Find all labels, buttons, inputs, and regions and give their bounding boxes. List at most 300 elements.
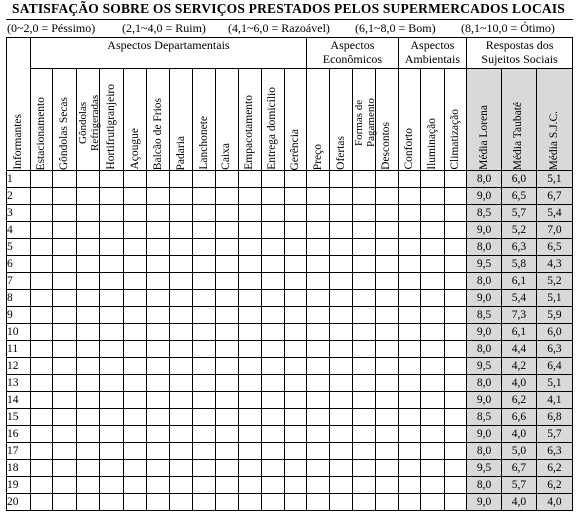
media-taubate-cell: 4,4 bbox=[502, 341, 537, 358]
media-taubate-cell: 4,0 bbox=[502, 375, 537, 392]
empty-cell bbox=[307, 426, 330, 443]
empty-cell bbox=[307, 256, 330, 273]
empty-cell bbox=[307, 409, 330, 426]
empty-cell bbox=[238, 256, 262, 273]
empty-cell bbox=[262, 188, 285, 205]
empty-cell bbox=[238, 443, 262, 460]
empty-cell bbox=[147, 341, 170, 358]
empty-cell bbox=[238, 426, 262, 443]
empty-cell bbox=[169, 341, 193, 358]
empty-cell bbox=[307, 460, 330, 477]
empty-cell bbox=[398, 358, 421, 375]
empty-cell bbox=[53, 307, 77, 324]
empty-cell bbox=[398, 426, 421, 443]
empty-cell bbox=[444, 188, 467, 205]
empty-cell bbox=[30, 392, 53, 409]
table-row bbox=[7, 222, 573, 239]
col-formas-pagamento: Formas de Pagamento bbox=[353, 69, 376, 171]
empty-cell bbox=[375, 222, 398, 239]
empty-cell bbox=[123, 409, 147, 426]
informante-number: 10 bbox=[7, 324, 31, 341]
empty-cell bbox=[307, 307, 330, 324]
empty-cell bbox=[100, 477, 124, 494]
empty-cell bbox=[53, 171, 77, 188]
empty-cell bbox=[123, 239, 147, 256]
table-row bbox=[7, 273, 573, 290]
empty-cell bbox=[375, 443, 398, 460]
empty-cell bbox=[284, 307, 307, 324]
media-taubate-cell: 6,2 bbox=[502, 392, 537, 409]
empty-cell bbox=[169, 273, 193, 290]
empty-cell bbox=[193, 443, 216, 460]
empty-cell bbox=[238, 290, 262, 307]
empty-cell bbox=[421, 409, 445, 426]
informante-number: 5 bbox=[7, 239, 31, 256]
col-empacotamento: Empacotamento bbox=[238, 69, 262, 171]
media-lorena-cell: 8,5 bbox=[467, 307, 502, 324]
empty-cell bbox=[193, 307, 216, 324]
empty-cell bbox=[284, 341, 307, 358]
empty-cell bbox=[53, 239, 77, 256]
empty-cell bbox=[329, 460, 353, 477]
empty-cell bbox=[30, 375, 53, 392]
empty-cell bbox=[307, 273, 330, 290]
empty-cell bbox=[53, 290, 77, 307]
col-ofertas: Ofertas bbox=[329, 69, 353, 171]
empty-cell bbox=[53, 375, 77, 392]
empty-cell bbox=[216, 205, 239, 222]
empty-cell bbox=[353, 460, 376, 477]
empty-cell bbox=[284, 392, 307, 409]
group-respostas: Respostas dos Sujeitos Sociais bbox=[467, 38, 573, 69]
empty-cell bbox=[284, 494, 307, 511]
col-caixa: Caixa bbox=[216, 69, 239, 171]
empty-cell bbox=[30, 341, 53, 358]
empty-cell bbox=[193, 239, 216, 256]
empty-cell bbox=[30, 256, 53, 273]
empty-cell bbox=[329, 273, 353, 290]
empty-cell bbox=[147, 494, 170, 511]
scale-pessimo: (0~2,0 = Péssimo) bbox=[7, 21, 96, 35]
empty-cell bbox=[123, 392, 147, 409]
informante-number: 8 bbox=[7, 290, 31, 307]
media-sjc-cell: 4,0 bbox=[536, 494, 572, 511]
empty-cell bbox=[421, 324, 445, 341]
empty-cell bbox=[329, 392, 353, 409]
media-lorena-cell: 8,0 bbox=[467, 341, 502, 358]
empty-cell bbox=[76, 239, 100, 256]
empty-cell bbox=[193, 494, 216, 511]
empty-cell bbox=[398, 256, 421, 273]
table-row bbox=[7, 426, 573, 443]
empty-cell bbox=[216, 392, 239, 409]
media-sjc-cell: 6,4 bbox=[536, 358, 572, 375]
empty-cell bbox=[147, 426, 170, 443]
empty-cell bbox=[53, 409, 77, 426]
empty-cell bbox=[76, 341, 100, 358]
empty-cell bbox=[216, 324, 239, 341]
empty-cell bbox=[421, 188, 445, 205]
empty-cell bbox=[193, 477, 216, 494]
informante-number: 9 bbox=[7, 307, 31, 324]
empty-cell bbox=[262, 409, 285, 426]
empty-cell bbox=[193, 205, 216, 222]
table-row bbox=[7, 205, 573, 222]
empty-cell bbox=[421, 222, 445, 239]
empty-cell bbox=[262, 375, 285, 392]
empty-cell bbox=[375, 392, 398, 409]
empty-cell bbox=[30, 358, 53, 375]
empty-cell bbox=[147, 290, 170, 307]
empty-cell bbox=[375, 188, 398, 205]
empty-cell bbox=[375, 205, 398, 222]
empty-cell bbox=[53, 222, 77, 239]
media-lorena-cell: 8,0 bbox=[467, 477, 502, 494]
informante-number: 1 bbox=[7, 171, 31, 188]
empty-cell bbox=[169, 205, 193, 222]
empty-cell bbox=[216, 188, 239, 205]
scale-otimo: (8,1~10,0 = Ótimo) bbox=[461, 21, 555, 35]
informante-number: 15 bbox=[7, 409, 31, 426]
media-lorena-cell: 9,5 bbox=[467, 256, 502, 273]
empty-cell bbox=[216, 171, 239, 188]
empty-cell bbox=[216, 256, 239, 273]
empty-cell bbox=[147, 392, 170, 409]
media-lorena-cell: 9,0 bbox=[467, 494, 502, 511]
empty-cell bbox=[353, 392, 376, 409]
empty-cell bbox=[353, 358, 376, 375]
empty-cell bbox=[307, 239, 330, 256]
empty-cell bbox=[307, 171, 330, 188]
empty-cell bbox=[100, 375, 124, 392]
empty-cell bbox=[421, 171, 445, 188]
empty-cell bbox=[100, 188, 124, 205]
empty-cell bbox=[398, 409, 421, 426]
empty-cell bbox=[123, 426, 147, 443]
empty-cell bbox=[30, 290, 53, 307]
empty-cell bbox=[353, 409, 376, 426]
empty-cell bbox=[100, 239, 124, 256]
media-taubate-cell: 5,7 bbox=[502, 205, 537, 222]
empty-cell bbox=[216, 239, 239, 256]
table-row bbox=[7, 477, 573, 494]
col-lanchonete: Lanchonete bbox=[193, 69, 216, 171]
empty-cell bbox=[329, 222, 353, 239]
empty-cell bbox=[444, 341, 467, 358]
empty-cell bbox=[262, 307, 285, 324]
col-gondolas-refrigeradas: Gôndolas Refrigeradas bbox=[76, 69, 100, 171]
empty-cell bbox=[398, 307, 421, 324]
empty-cell bbox=[375, 460, 398, 477]
empty-cell bbox=[169, 375, 193, 392]
empty-cell bbox=[216, 477, 239, 494]
empty-cell bbox=[193, 222, 216, 239]
satisfaction-table bbox=[6, 37, 573, 511]
empty-cell bbox=[353, 205, 376, 222]
empty-cell bbox=[375, 426, 398, 443]
empty-cell bbox=[262, 443, 285, 460]
empty-cell bbox=[123, 188, 147, 205]
media-lorena-cell: 9,0 bbox=[467, 188, 502, 205]
empty-cell bbox=[238, 307, 262, 324]
informante-number: 16 bbox=[7, 426, 31, 443]
empty-cell bbox=[193, 341, 216, 358]
empty-cell bbox=[353, 307, 376, 324]
media-taubate-cell: 5,4 bbox=[502, 290, 537, 307]
empty-cell bbox=[375, 273, 398, 290]
table-row bbox=[7, 171, 573, 188]
empty-cell bbox=[100, 341, 124, 358]
empty-cell bbox=[421, 273, 445, 290]
empty-cell bbox=[123, 375, 147, 392]
empty-cell bbox=[307, 392, 330, 409]
empty-cell bbox=[193, 375, 216, 392]
media-taubate-cell: 6,7 bbox=[502, 460, 537, 477]
media-lorena-cell: 8,0 bbox=[467, 171, 502, 188]
informante-number: 12 bbox=[7, 358, 31, 375]
empty-cell bbox=[76, 290, 100, 307]
empty-cell bbox=[284, 460, 307, 477]
empty-cell bbox=[353, 477, 376, 494]
empty-cell bbox=[238, 477, 262, 494]
empty-cell bbox=[169, 426, 193, 443]
media-sjc-cell: 6,0 bbox=[536, 324, 572, 341]
empty-cell bbox=[76, 256, 100, 273]
media-sjc-cell: 4,3 bbox=[536, 256, 572, 273]
informante-number: 20 bbox=[7, 494, 31, 511]
empty-cell bbox=[123, 256, 147, 273]
empty-cell bbox=[147, 256, 170, 273]
table-row bbox=[7, 256, 573, 273]
table-row bbox=[7, 443, 573, 460]
empty-cell bbox=[375, 171, 398, 188]
empty-cell bbox=[398, 460, 421, 477]
media-sjc-cell: 6,3 bbox=[536, 341, 572, 358]
empty-cell bbox=[30, 324, 53, 341]
empty-cell bbox=[284, 477, 307, 494]
media-taubate-cell: 6,6 bbox=[502, 409, 537, 426]
empty-cell bbox=[53, 324, 77, 341]
empty-cell bbox=[353, 171, 376, 188]
empty-cell bbox=[169, 307, 193, 324]
empty-cell bbox=[353, 256, 376, 273]
empty-cell bbox=[123, 222, 147, 239]
empty-cell bbox=[76, 392, 100, 409]
empty-cell bbox=[53, 460, 77, 477]
media-sjc-cell: 6,5 bbox=[536, 239, 572, 256]
media-sjc-cell: 5,4 bbox=[536, 205, 572, 222]
media-taubate-cell: 5,7 bbox=[502, 477, 537, 494]
empty-cell bbox=[100, 426, 124, 443]
empty-cell bbox=[216, 358, 239, 375]
media-taubate-cell: 4,0 bbox=[502, 426, 537, 443]
empty-cell bbox=[421, 443, 445, 460]
empty-cell bbox=[375, 375, 398, 392]
empty-cell bbox=[329, 171, 353, 188]
empty-cell bbox=[169, 222, 193, 239]
empty-cell bbox=[123, 307, 147, 324]
empty-cell bbox=[262, 358, 285, 375]
empty-cell bbox=[353, 239, 376, 256]
media-lorena-cell: 9,0 bbox=[467, 222, 502, 239]
empty-cell bbox=[123, 494, 147, 511]
empty-cell bbox=[284, 205, 307, 222]
empty-cell bbox=[147, 409, 170, 426]
table-row bbox=[7, 460, 573, 477]
empty-cell bbox=[307, 324, 330, 341]
empty-cell bbox=[100, 307, 124, 324]
col-hortifrutigranjeiro: Hortifrutigranjeiro bbox=[100, 69, 124, 171]
empty-cell bbox=[169, 324, 193, 341]
informante-number: 19 bbox=[7, 477, 31, 494]
empty-cell bbox=[53, 494, 77, 511]
empty-cell bbox=[216, 290, 239, 307]
media-lorena-cell: 9,0 bbox=[467, 426, 502, 443]
column-header-row bbox=[7, 69, 573, 171]
media-taubate-cell: 6,3 bbox=[502, 239, 537, 256]
empty-cell bbox=[216, 460, 239, 477]
empty-cell bbox=[262, 273, 285, 290]
empty-cell bbox=[100, 256, 124, 273]
media-sjc-cell: 5,1 bbox=[536, 171, 572, 188]
media-lorena-cell: 9,5 bbox=[467, 358, 502, 375]
empty-cell bbox=[147, 222, 170, 239]
empty-cell bbox=[53, 256, 77, 273]
media-taubate-cell: 6,1 bbox=[502, 324, 537, 341]
empty-cell bbox=[100, 273, 124, 290]
empty-cell bbox=[375, 307, 398, 324]
empty-cell bbox=[76, 205, 100, 222]
table-row bbox=[7, 188, 573, 205]
empty-cell bbox=[147, 477, 170, 494]
empty-cell bbox=[353, 426, 376, 443]
media-taubate-cell: 5,0 bbox=[502, 443, 537, 460]
col-informantes: Informantes bbox=[7, 38, 31, 171]
empty-cell bbox=[307, 477, 330, 494]
empty-cell bbox=[100, 494, 124, 511]
empty-cell bbox=[169, 188, 193, 205]
media-lorena-cell: 9,0 bbox=[467, 324, 502, 341]
empty-cell bbox=[262, 222, 285, 239]
empty-cell bbox=[169, 443, 193, 460]
empty-cell bbox=[193, 409, 216, 426]
empty-cell bbox=[329, 409, 353, 426]
empty-cell bbox=[53, 273, 77, 290]
informante-number: 2 bbox=[7, 188, 31, 205]
empty-cell bbox=[329, 205, 353, 222]
media-lorena-cell: 8,0 bbox=[467, 375, 502, 392]
scale-bom: (6,1~8,0 = Bom) bbox=[355, 21, 436, 35]
empty-cell bbox=[444, 443, 467, 460]
empty-cell bbox=[375, 477, 398, 494]
empty-cell bbox=[193, 171, 216, 188]
empty-cell bbox=[147, 205, 170, 222]
empty-cell bbox=[284, 443, 307, 460]
col-media-lorena: Média Lorena bbox=[467, 69, 502, 171]
empty-cell bbox=[76, 426, 100, 443]
empty-cell bbox=[398, 375, 421, 392]
empty-cell bbox=[238, 358, 262, 375]
media-taubate-cell: 4,0 bbox=[502, 494, 537, 511]
empty-cell bbox=[262, 324, 285, 341]
empty-cell bbox=[421, 392, 445, 409]
empty-cell bbox=[30, 205, 53, 222]
empty-cell bbox=[284, 290, 307, 307]
empty-cell bbox=[353, 188, 376, 205]
table-row bbox=[7, 307, 573, 324]
empty-cell bbox=[421, 494, 445, 511]
empty-cell bbox=[193, 273, 216, 290]
empty-cell bbox=[193, 324, 216, 341]
empty-cell bbox=[421, 375, 445, 392]
media-lorena-cell: 8,0 bbox=[467, 443, 502, 460]
empty-cell bbox=[216, 273, 239, 290]
col-media-sjc: Média S.J.C. bbox=[536, 69, 572, 171]
empty-cell bbox=[123, 324, 147, 341]
empty-cell bbox=[421, 307, 445, 324]
empty-cell bbox=[53, 477, 77, 494]
empty-cell bbox=[123, 460, 147, 477]
empty-cell bbox=[123, 205, 147, 222]
col-gondolas-secas: Gôndolas Secas bbox=[53, 69, 77, 171]
table-row bbox=[7, 409, 573, 426]
empty-cell bbox=[444, 273, 467, 290]
col-acougue: Açougue bbox=[123, 69, 147, 171]
media-sjc-cell: 5,7 bbox=[536, 426, 572, 443]
empty-cell bbox=[284, 222, 307, 239]
empty-cell bbox=[238, 375, 262, 392]
empty-cell bbox=[123, 290, 147, 307]
empty-cell bbox=[444, 358, 467, 375]
empty-cell bbox=[100, 171, 124, 188]
empty-cell bbox=[216, 409, 239, 426]
empty-cell bbox=[76, 273, 100, 290]
empty-cell bbox=[307, 375, 330, 392]
empty-cell bbox=[147, 375, 170, 392]
empty-cell bbox=[169, 358, 193, 375]
empty-cell bbox=[169, 392, 193, 409]
group-departamentais: Aspectos Departamentais bbox=[30, 38, 307, 69]
empty-cell bbox=[329, 477, 353, 494]
empty-cell bbox=[123, 273, 147, 290]
empty-cell bbox=[216, 375, 239, 392]
empty-cell bbox=[193, 426, 216, 443]
empty-cell bbox=[100, 409, 124, 426]
empty-cell bbox=[284, 273, 307, 290]
empty-cell bbox=[329, 358, 353, 375]
empty-cell bbox=[398, 290, 421, 307]
col-entrega-domicilio: Entrega domicílio bbox=[262, 69, 285, 171]
empty-cell bbox=[216, 222, 239, 239]
empty-cell bbox=[238, 205, 262, 222]
empty-cell bbox=[216, 494, 239, 511]
empty-cell bbox=[375, 341, 398, 358]
empty-cell bbox=[216, 307, 239, 324]
empty-cell bbox=[398, 205, 421, 222]
empty-cell bbox=[398, 239, 421, 256]
empty-cell bbox=[169, 409, 193, 426]
media-sjc-cell: 7,0 bbox=[536, 222, 572, 239]
empty-cell bbox=[100, 443, 124, 460]
empty-cell bbox=[398, 494, 421, 511]
informante-number: 14 bbox=[7, 392, 31, 409]
empty-cell bbox=[100, 358, 124, 375]
col-padaria: Padaria bbox=[169, 69, 193, 171]
empty-cell bbox=[30, 426, 53, 443]
group-economicos: Aspectos Econômicos bbox=[307, 38, 398, 69]
empty-cell bbox=[375, 290, 398, 307]
empty-cell bbox=[421, 426, 445, 443]
